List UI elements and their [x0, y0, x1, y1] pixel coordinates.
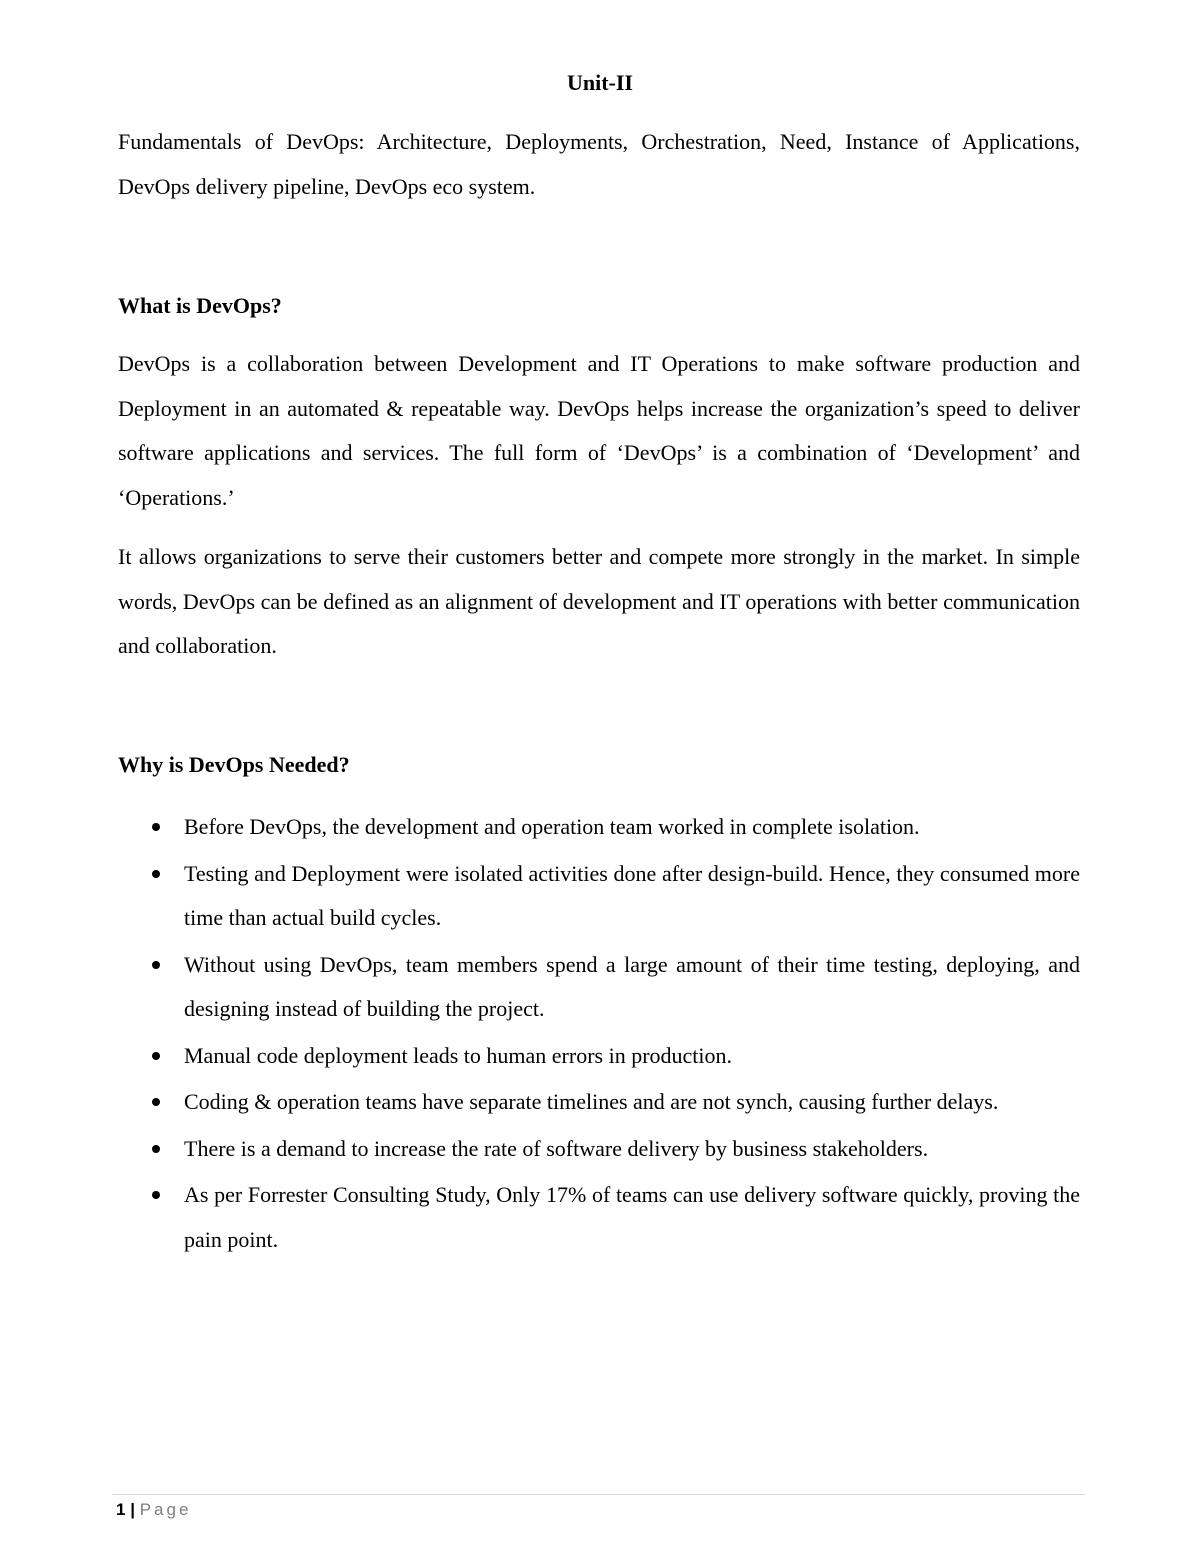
page-number: 1: [116, 1500, 126, 1519]
footer-separator: |: [130, 1500, 135, 1519]
list-item-text: As per Forrester Consulting Study, Only 17% of teams can use delivery software quickly, proving the pain point.: [184, 1182, 1080, 1252]
list-item: [118, 1080, 1080, 1125]
list-item: [118, 1173, 1080, 1262]
needs-bullet-list: [118, 805, 1080, 1264]
section-heading-why-devops-needed: Why is DevOps Needed?: [118, 752, 350, 777]
bullet-icon: [152, 1191, 160, 1199]
list-item: [118, 1127, 1080, 1172]
list-item: [118, 805, 1080, 850]
list-item-text: Coding & operation teams have separate timelines and are not synch, causing further delays.: [184, 1089, 999, 1114]
paragraph-devops-benefits: It allows organizations to serve their customers better and compete more strongly in the market. In simple words, DevOps can be defined as an alignment of development and IT operations with better communication and collaboration.: [118, 544, 1080, 658]
bullet-icon: [152, 823, 160, 831]
page-footer: [116, 1498, 191, 1522]
bullet-icon: [152, 961, 160, 969]
list-item: [118, 1034, 1080, 1079]
bullet-icon: [152, 870, 160, 878]
bullet-icon: [152, 1098, 160, 1106]
list-item-text: Manual code deployment leads to human errors in production.: [184, 1042, 733, 1068]
list-item-text: Testing and Deployment were isolated activities done after design-build. Hence, they consumed more time than actual build cycles.: [184, 860, 1080, 930]
page-label: Page: [139, 1500, 192, 1519]
bullet-icon: [152, 1052, 160, 1060]
list-item-text: There is a demand to increase the rate of software delivery by business stakeholders.: [184, 1135, 929, 1161]
list-item-text: Without using DevOps, team members spend a large amount of their time testing, deploying, and designing instead of building the project.: [184, 951, 1080, 1021]
intro-paragraph: Fundamentals of DevOps: Architecture, Deployments, Orchestration, Need, Instance of Applications, DevOps delivery pipeline, DevOps eco system.: [118, 129, 1080, 199]
section-heading-what-is-devops: What is DevOps?: [118, 293, 282, 318]
unit-title: Unit-II: [566, 70, 633, 95]
footer-divider: [112, 1494, 1085, 1495]
list-item: [118, 943, 1080, 1032]
bullet-icon: [152, 1145, 160, 1153]
list-item: [118, 852, 1080, 941]
list-item-text: Before DevOps, the development and operation team worked in complete isolation.: [184, 814, 920, 839]
paragraph-devops-definition: DevOps is a collaboration between Development and IT Operations to make software production and Deployment in an automated & repeatable way. DevOps helps increase the organization’s speed to deliver software applications and services. The full form of ‘DevOps’ is a combination of ‘Development’ and ‘Operations.’: [118, 351, 1080, 510]
